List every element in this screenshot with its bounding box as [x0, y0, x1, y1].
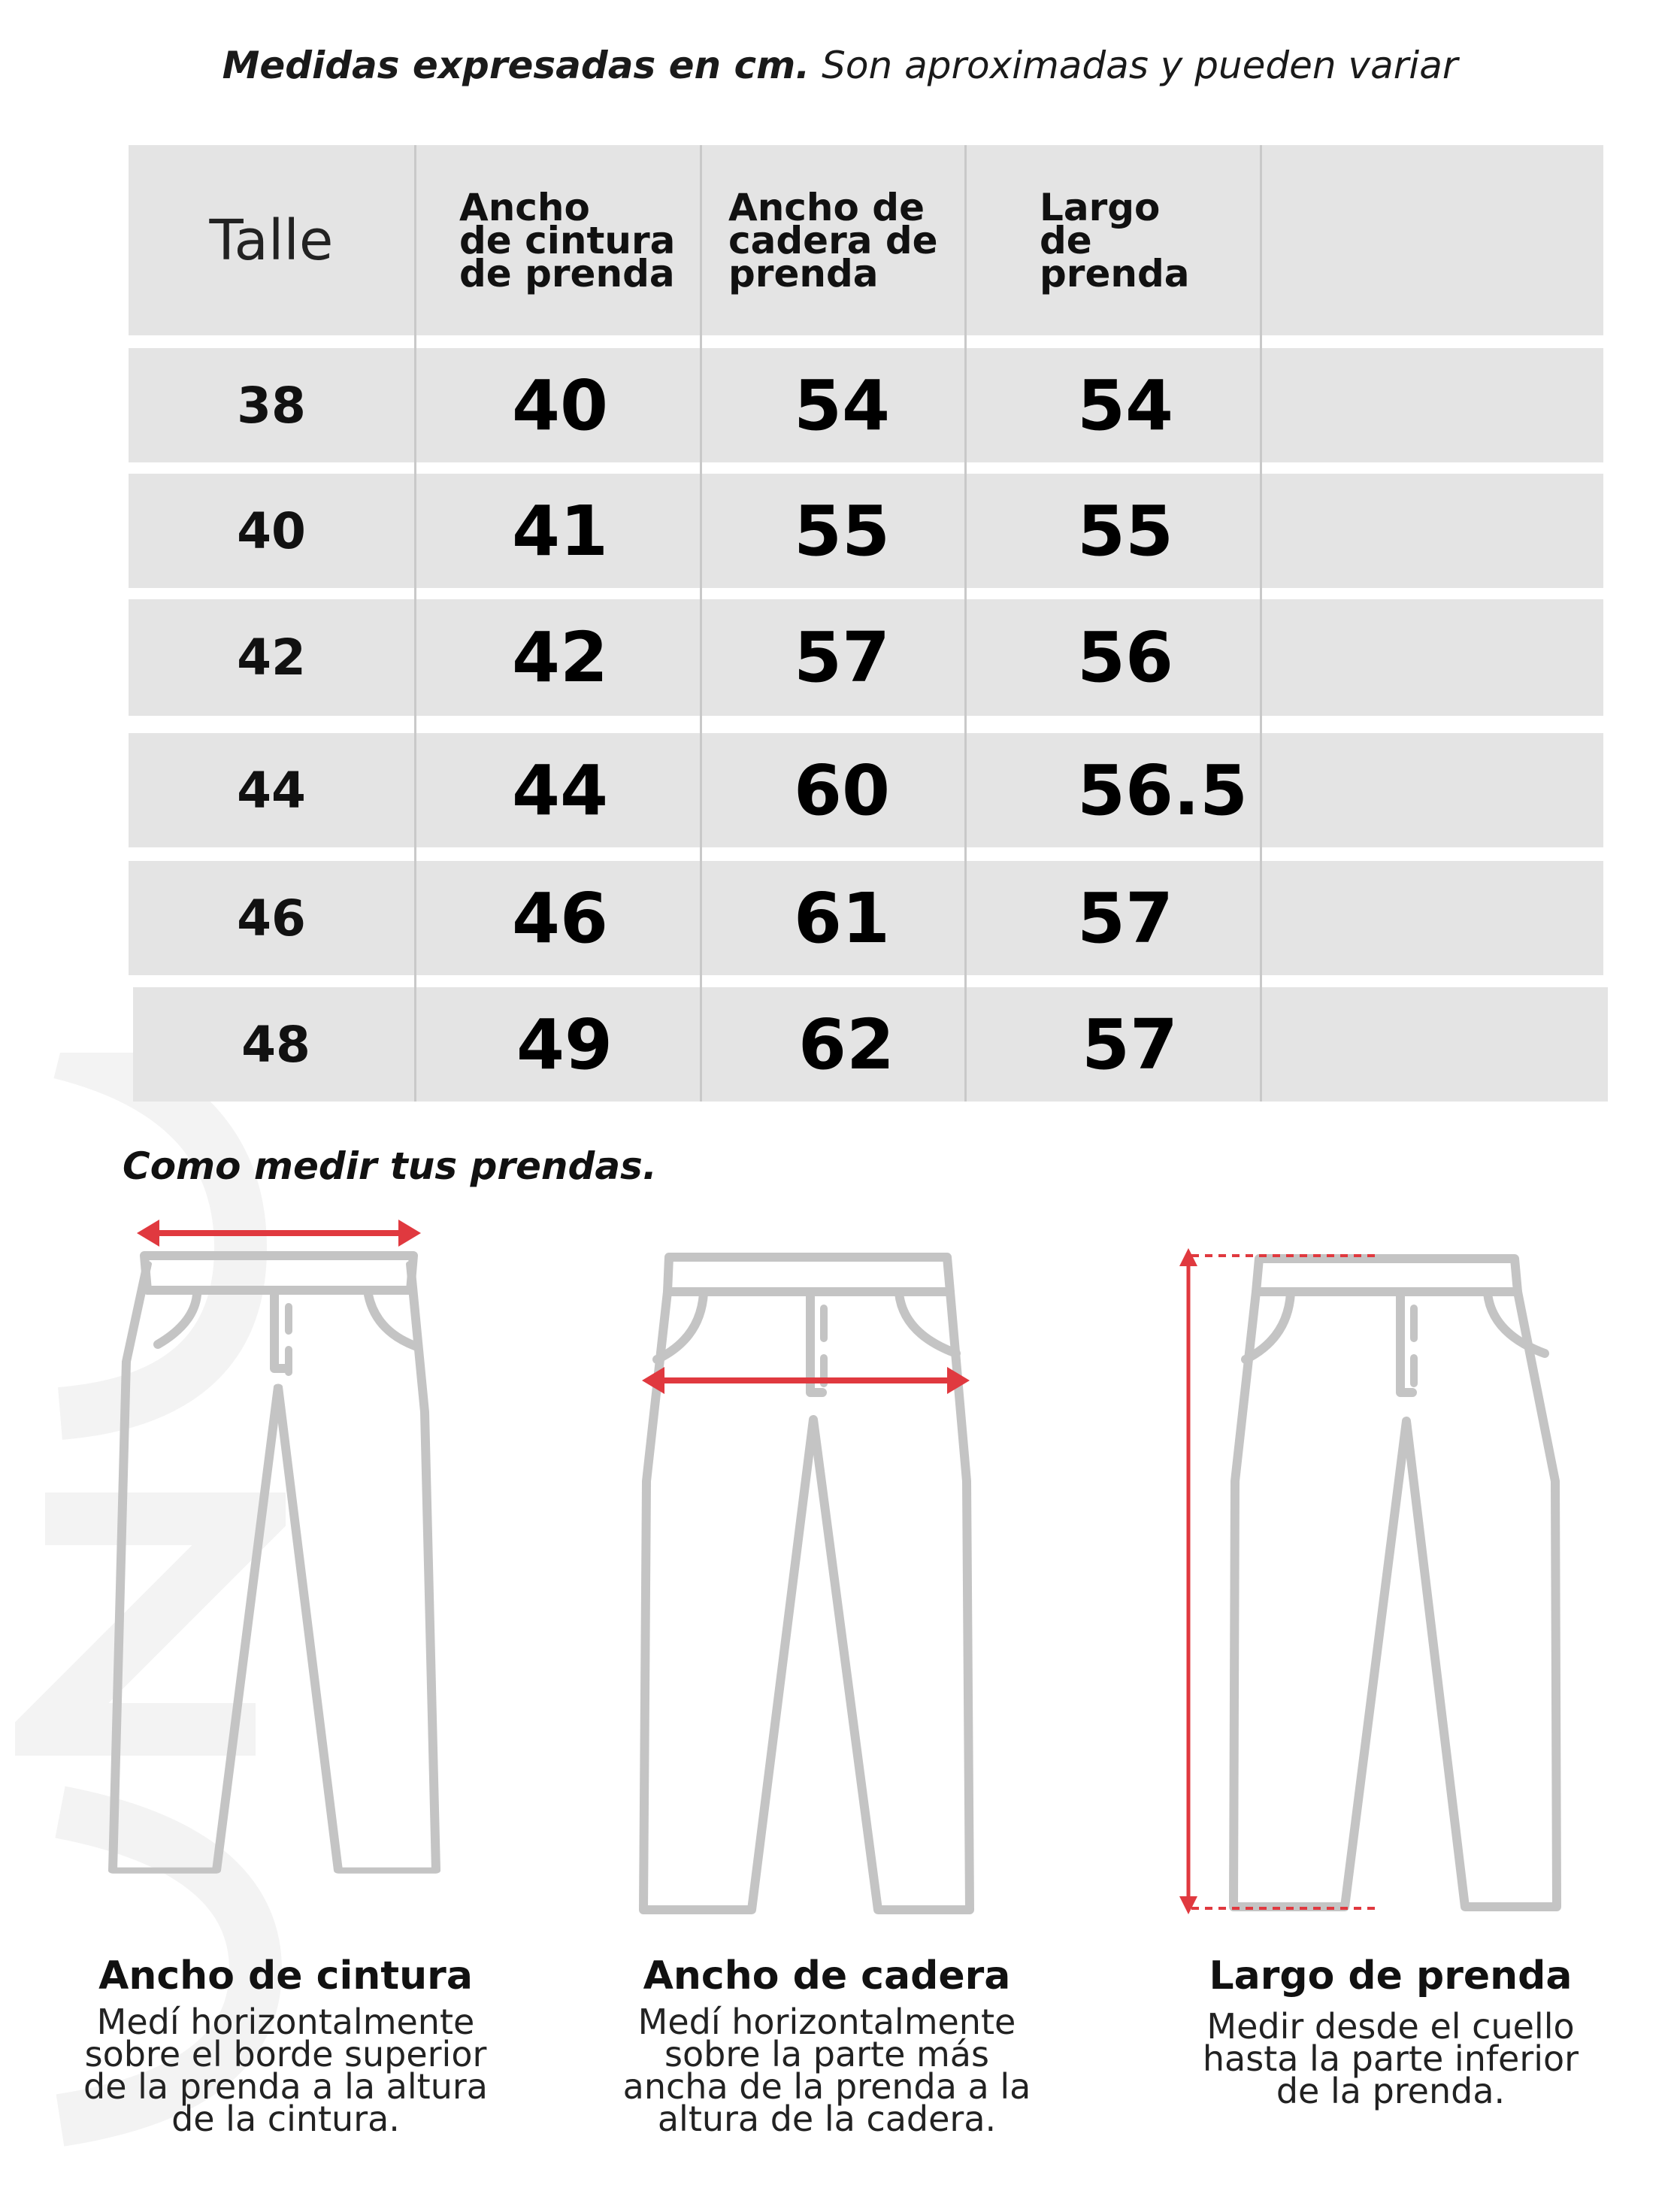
cadera-cell: 61 [794, 877, 891, 959]
largo-cell: 56 [1077, 617, 1174, 698]
header-ancho-cintura: Ancho de cintura de prenda [459, 185, 676, 295]
table-header-row [129, 145, 1603, 335]
caption-text-largo: Medir desde el cuello hasta la parte inferior de la prenda. [1202, 2006, 1579, 2111]
size-cell: 40 [237, 502, 306, 560]
pants-hip-diagram [639, 1233, 985, 1925]
table-row [129, 861, 1603, 975]
size-cell: 42 [237, 629, 306, 686]
largo-cell: 57 [1077, 877, 1174, 959]
cadera-cell: 57 [794, 617, 891, 698]
caption-text-cadera: Medí horizontalmente sobre la parte más ancha de la prenda a la altura de la cadera. [622, 2002, 1031, 2139]
header-largo: Largo de prenda [1040, 185, 1190, 295]
header-ancho-cadera: Ancho de cadera de prenda [728, 185, 938, 295]
table-row [133, 987, 1608, 1102]
caption-text-cintura: Medí horizontalmente sobre el borde superior de la prenda a la altura de la cintura. [83, 2002, 488, 2139]
how-to-measure-title: Como medir tus prendas. [123, 1144, 657, 1188]
size-cell: 38 [237, 376, 306, 435]
measurement-note [0, 44, 1680, 87]
column-divider [1260, 145, 1262, 1102]
table-row [129, 733, 1603, 847]
size-cell: 46 [237, 889, 306, 947]
largo-cell: 54 [1077, 365, 1174, 446]
column-divider [414, 145, 416, 1102]
cintura-cell: 41 [512, 490, 609, 571]
column-divider [700, 145, 702, 1102]
cadera-cell: 55 [794, 490, 891, 571]
note-bold: Medidas expresadas en cm. [222, 44, 810, 87]
cintura-cell: 49 [516, 1004, 613, 1085]
note-light: Son aproximadas y pueden variar [822, 44, 1458, 87]
pants-waist-diagram [105, 1211, 451, 1902]
caption-title-cintura: Ancho de cintura [98, 1953, 473, 1999]
largo-cell: 55 [1077, 490, 1174, 571]
caption-title-cadera: Ancho de cadera [643, 1953, 1011, 1999]
header-talle: Talle [209, 208, 334, 273]
table-row [129, 348, 1603, 462]
pants-length-diagram [1161, 1233, 1582, 1925]
table-row [129, 474, 1603, 588]
caption-title-largo: Largo de prenda [1209, 1953, 1573, 1999]
size-cell: 48 [241, 1015, 310, 1074]
table-row [129, 599, 1603, 716]
cintura-cell: 44 [512, 750, 609, 831]
largo-cell: 57 [1082, 1004, 1179, 1085]
cadera-cell: 60 [794, 750, 891, 831]
column-divider [964, 145, 967, 1102]
cintura-cell: 42 [512, 617, 609, 698]
cadera-cell: 62 [798, 1004, 895, 1085]
cadera-cell: 54 [794, 365, 891, 446]
cintura-cell: 46 [512, 877, 609, 959]
size-cell: 44 [237, 761, 306, 820]
cintura-cell: 40 [512, 365, 609, 446]
largo-cell: 56.5 [1077, 750, 1248, 831]
header-empty [1260, 145, 1603, 335]
